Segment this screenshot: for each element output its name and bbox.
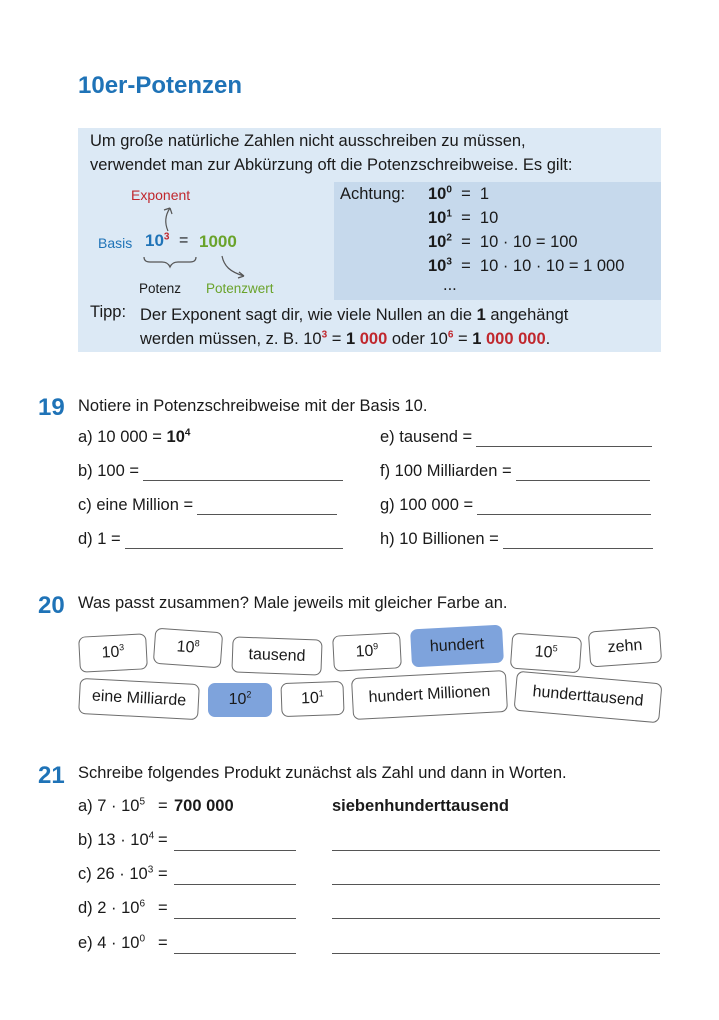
- match-card[interactable]: [332, 632, 402, 672]
- achtung-result: = 10 · 10 = 100: [451, 233, 578, 251]
- info-intro: [90, 129, 655, 177]
- match-card[interactable]: [78, 678, 200, 720]
- number-blank[interactable]: [174, 834, 296, 851]
- achtung-dots: ...: [443, 276, 457, 294]
- task-19-item-label: f) 100 Milliarden =: [380, 462, 512, 480]
- task-19-item: [380, 428, 652, 447]
- tipp-exponent: 3: [321, 329, 328, 341]
- words-blank[interactable]: [332, 902, 660, 919]
- answer-blank[interactable]: [516, 464, 650, 481]
- task-21-number: 700 000: [174, 797, 234, 815]
- task-19-item-label: d) 1 =: [78, 530, 121, 548]
- match-card[interactable]: [410, 625, 504, 668]
- task-21-words: siebenhunderttausend: [332, 797, 509, 815]
- words-blank[interactable]: [332, 868, 660, 885]
- task-19-number: 19: [38, 394, 65, 421]
- tipp-bold-one: 1: [345, 330, 356, 348]
- example-equals: =: [179, 232, 189, 249]
- match-card[interactable]: [78, 633, 148, 673]
- match-card-exponent: 9: [372, 641, 379, 652]
- achtung-row: [428, 209, 498, 228]
- task-20-number: 20: [38, 592, 65, 619]
- tipp-exponent: 6: [447, 329, 454, 341]
- task-19-item: [78, 462, 343, 481]
- task-19-item-label: h) 10 Billionen =: [380, 530, 499, 548]
- achtung-result: = 10 · 10 · 10 = 1 000: [451, 257, 625, 275]
- match-card-power: $10^5$: [534, 643, 559, 662]
- potenzwert-label: Potenzwert: [206, 281, 274, 296]
- task-21-number: 21: [38, 762, 65, 789]
- tipp-text-part: =: [453, 330, 473, 348]
- match-card[interactable]: [280, 681, 344, 717]
- intro-line-2: verwendet man zur Abkürzung oft die Potenzschreibweise. Es gilt:: [90, 156, 573, 174]
- tipp-text-part: angehängt: [485, 306, 569, 324]
- task-21-term: c) $26 \cdot 10^3$: [78, 864, 154, 883]
- tipp-line-2: [140, 327, 655, 351]
- task-21-exponent: 0: [139, 933, 146, 945]
- achtung-exponent: 2: [446, 232, 452, 244]
- match-card-text: hundert Millionen: [368, 682, 491, 707]
- achtung-row: [428, 257, 624, 276]
- task-21-equals: =: [158, 797, 168, 815]
- task-21-equals: =: [158, 899, 168, 917]
- number-blank[interactable]: [174, 868, 296, 885]
- match-card-power: $10^1$: [300, 688, 324, 708]
- task-19-item: [78, 530, 343, 549]
- task-19-item: [78, 428, 190, 447]
- task-21-term: b) $13 \cdot 10^4$: [78, 830, 155, 849]
- tipp-zeros: 000 000: [481, 330, 546, 348]
- task-21-term: e) $4 \cdot 10^0$: [78, 933, 146, 952]
- tipp-bold-one: 1: [472, 330, 482, 348]
- example-value: 1000: [199, 232, 237, 251]
- tipp-line-1: [140, 303, 655, 327]
- potenzwert-arrow: [222, 256, 244, 278]
- task-21-equals: =: [158, 831, 168, 849]
- match-card-exponent: 3: [118, 642, 125, 653]
- answer-blank[interactable]: [197, 498, 337, 515]
- tipp-bold-one: 1: [476, 306, 486, 324]
- match-card-power: $10^3$: [101, 642, 125, 662]
- task-19-item-label: b) 100 =: [78, 462, 140, 480]
- basis-label: Basis: [98, 235, 133, 251]
- task-19-item: [380, 496, 651, 515]
- intro-line-1: Um große natürliche Zahlen nicht ausschreiben zu müssen,: [90, 132, 526, 150]
- tipp-text-part: werden müssen, z. B. 10: [140, 330, 322, 348]
- achtung-row: [428, 185, 489, 204]
- task-21-equals: =: [158, 934, 168, 952]
- task-19-prompt: Notiere in Potenzschreibweise mit der Basis 10.: [78, 397, 428, 415]
- answer-blank[interactable]: [477, 498, 651, 515]
- achtung-label: Achtung:: [340, 185, 406, 203]
- match-card-text: tausend: [248, 646, 306, 665]
- task-19-item-label: g) 100 000 =: [380, 496, 474, 514]
- match-card-text: zehn: [607, 636, 643, 657]
- match-card-power: $10^9$: [355, 641, 379, 661]
- exponent-label: Exponent: [131, 187, 191, 203]
- answer-blank[interactable]: [503, 532, 653, 549]
- task-21-exponent: 3: [147, 864, 154, 876]
- achtung-exponent: 0: [446, 184, 452, 196]
- match-card-exponent: 8: [194, 638, 201, 649]
- match-card-power: $10^2$: [228, 689, 252, 708]
- number-blank[interactable]: [174, 937, 296, 954]
- task-19-item-label: e) tausend =: [380, 428, 473, 446]
- achtung-exponent: 3: [446, 256, 452, 268]
- task-21-prompt: Schreibe folgendes Produkt zunächst als Zahl und dann in Worten.: [78, 764, 567, 782]
- explanation-arrows: [78, 182, 334, 300]
- task-19-item-label: a) 10 000 =: [78, 428, 167, 446]
- match-card[interactable]: [510, 633, 582, 674]
- tipp-text-part: =: [327, 330, 346, 348]
- match-card[interactable]: [153, 628, 223, 669]
- match-card[interactable]: [231, 636, 322, 675]
- match-card-exponent: 2: [246, 689, 252, 700]
- example-exponent: 3: [163, 231, 170, 243]
- achtung-row: [428, 233, 578, 252]
- potenz-label: Potenz: [139, 281, 182, 296]
- match-card-text: hunderttausend: [531, 683, 645, 710]
- achtung-power: $10^3$: [428, 256, 452, 275]
- achtung-result: = 1: [451, 185, 490, 203]
- example-base: 10: [145, 231, 164, 250]
- match-card-text: hundert: [429, 635, 485, 656]
- achtung-power: $10^1$: [428, 208, 452, 227]
- tipp-label: Tipp:: [90, 303, 127, 321]
- tipp-zeros: 000: [355, 330, 388, 348]
- match-card-exponent: 1: [318, 688, 324, 699]
- exponent-arrow: [164, 208, 172, 231]
- answer-blank[interactable]: [143, 464, 343, 481]
- match-card-text: eine Milliarde: [91, 687, 187, 710]
- achtung-result: = 10: [451, 209, 499, 227]
- achtung-power: $10^2$: [428, 232, 452, 251]
- task-21-term: d) $2 \cdot 10^6$: [78, 898, 146, 917]
- task-19-answer-exponent: 4: [184, 427, 191, 439]
- achtung-exponent: 1: [446, 208, 452, 220]
- task-19-item: [380, 462, 650, 481]
- tipp-text-part: oder 10: [387, 330, 448, 348]
- match-card-power: $10^8$: [176, 638, 201, 657]
- page-title: 10er-Potenzen: [78, 72, 243, 99]
- match-card[interactable]: [588, 627, 662, 668]
- task-20-prompt: Was passt zusammen? Male jeweils mit gleicher Farbe an.: [78, 594, 508, 612]
- words-blank[interactable]: [332, 834, 660, 851]
- number-blank[interactable]: [174, 902, 296, 919]
- task-19-item: [78, 496, 337, 515]
- match-card[interactable]: [514, 671, 663, 724]
- task-21-exponent: 4: [148, 830, 155, 842]
- tipp-text-part: Der Exponent sagt dir, wie viele Nullen an die: [140, 306, 477, 324]
- task-21-exponent: 6: [139, 898, 146, 910]
- tipp-text-part: .: [545, 330, 551, 348]
- task-19-answer: $10^4$: [166, 427, 191, 446]
- answer-blank[interactable]: [125, 532, 343, 549]
- words-blank[interactable]: [332, 937, 660, 954]
- match-card[interactable]: [208, 683, 272, 717]
- match-card-exponent: 5: [552, 643, 559, 654]
- task-21-term: a) $7 \cdot 10^5$: [78, 796, 146, 815]
- potenz-brace: [144, 257, 196, 267]
- answer-blank[interactable]: [476, 430, 652, 447]
- task-19-item: [380, 530, 653, 549]
- task-19-item-label: c) eine Million =: [78, 496, 194, 514]
- task-21-equals: =: [158, 865, 168, 883]
- match-card[interactable]: [351, 670, 508, 720]
- achtung-power: $10^0$: [428, 184, 452, 203]
- task-21-exponent: 5: [139, 796, 146, 808]
- tipp-text: [140, 303, 655, 351]
